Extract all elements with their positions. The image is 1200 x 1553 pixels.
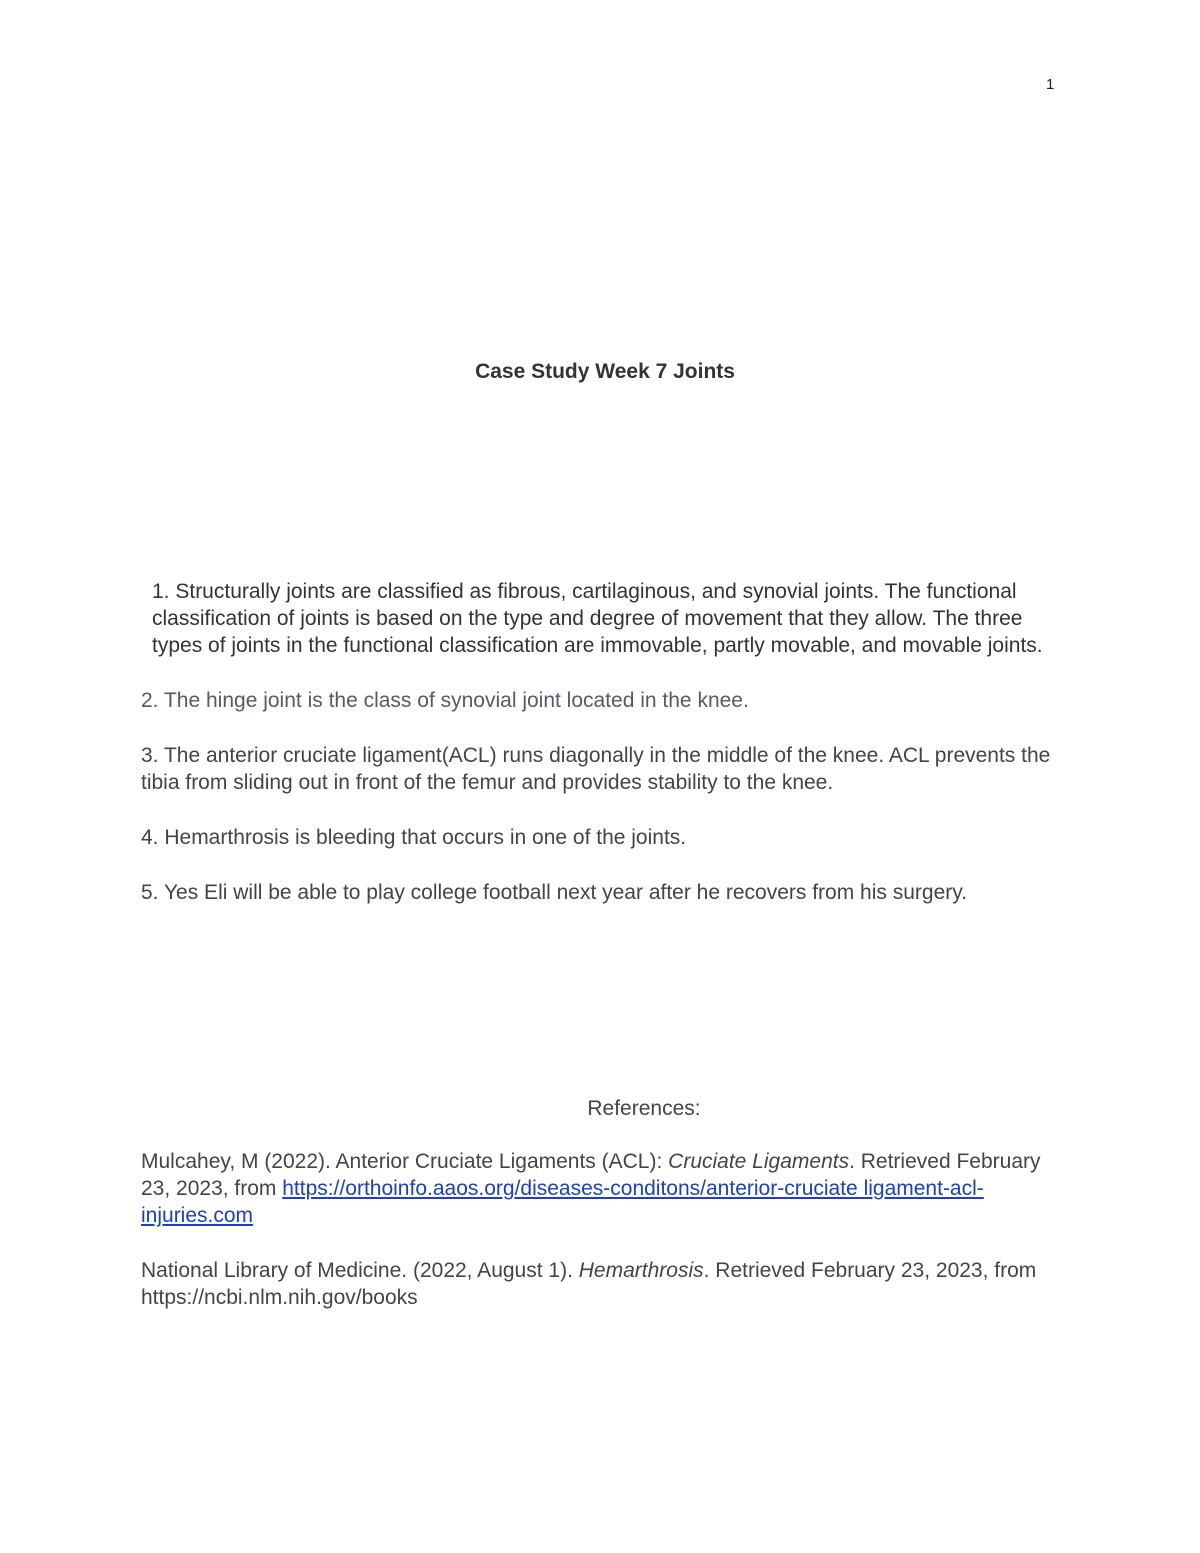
answer-2: 2. The hinge joint is the class of synovial joint located in the knee. xyxy=(141,689,749,712)
page-number: 1 xyxy=(1046,76,1055,93)
answers-section xyxy=(141,578,1071,934)
answer-5: 5. Yes Eli will be able to play college football next year after he recovers from his surgery. xyxy=(141,881,968,904)
answer-1: 1. Structurally joints are classified as fibrous, cartilaginous, and synovial joints. The functional classification of joints is based on the type and degree of movement that they allow. The three types of joints in the functional classification are immovable, partly movable, and movable joints. xyxy=(152,580,1043,657)
reference-1-retrieved: . Retrieved February 23, 2023, from xyxy=(141,1150,1041,1200)
answer-4: 4. Hemarthrosis is bleeding that occurs in one of the joints. xyxy=(141,826,687,849)
reference-1-italic-title: Cruciate Ligaments xyxy=(668,1150,850,1173)
answer-3: 3. The anterior cruciate ligament(ACL) runs diagonally in the middle of the knee. ACL prevents the tibia from sliding out in front of the femur and provides stability to the knee. xyxy=(141,744,1051,794)
reference-1-link[interactable]: https://orthoinfo.aaos.org/diseases-conditons/anterior-cruciate ligament-acl-injuries.com xyxy=(141,1177,984,1227)
reference-item xyxy=(141,1148,1071,1229)
references-heading: References: xyxy=(587,1097,701,1120)
reference-1-text: Mulcahey, M (2022). Anterior Cruciate Ligaments (ACL): xyxy=(141,1150,669,1173)
reference-2-text: National Library of Medicine. (2022, August 1). xyxy=(141,1259,579,1282)
document-title: Case Study Week 7 Joints xyxy=(475,360,735,383)
reference-2-italic-title: Hemarthrosis xyxy=(578,1259,704,1282)
references-section xyxy=(141,1095,1071,1339)
reference-2-retrieved: . Retrieved February 23, 2023, from https://ncbi.nlm.nih.gov/books xyxy=(141,1259,1037,1309)
reference-item xyxy=(141,1257,1071,1311)
